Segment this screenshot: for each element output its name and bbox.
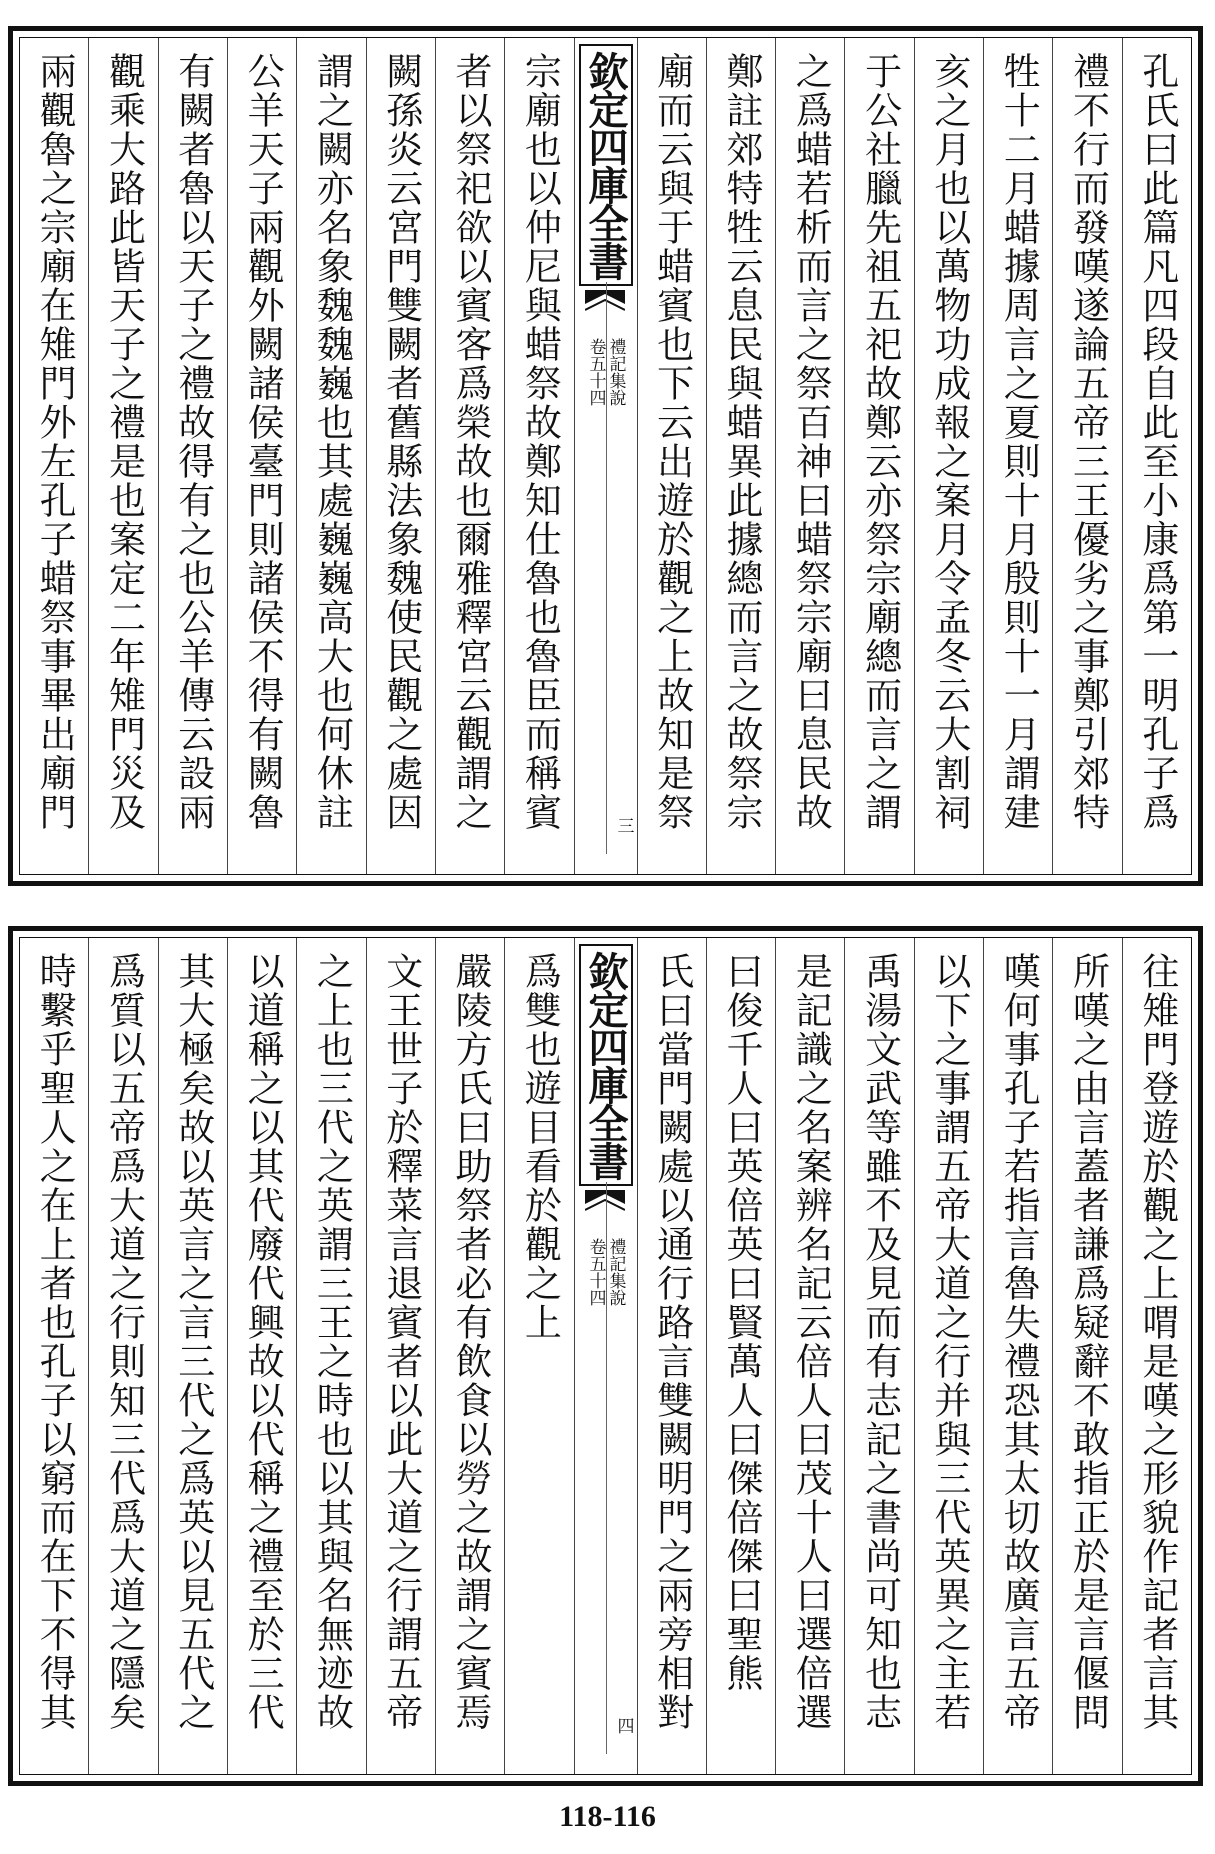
chapter-volume: 卷五十四 — [585, 1238, 606, 1306]
text-column: 文王世子於釋菜言退賓者以此大道之行謂五帝 — [366, 938, 435, 1774]
text-column: 禮不行而發嘆遂論五帝三王優劣之事鄭引郊特 — [1052, 38, 1121, 874]
text-column: 牲十二月蜡據周言之夏則十月殷則十一月謂建 — [983, 38, 1052, 874]
text-column: 兩觀魯之宗廟在雉門外左孔子蜡祭事畢出廟門 — [33, 52, 77, 832]
text-column: 亥之月也以萬物功成報之案月令孟冬云大割祠 — [914, 38, 983, 874]
text-column: 之上也三代之英謂三王之時也以其與名無迹故 — [296, 938, 365, 1774]
text-column: 于公社臘先祖五祀故鄭云亦祭宗廟總而言之謂 — [844, 38, 913, 874]
text-column: 廟而云與于蜡賓也下云出遊於觀之上故知是祭 — [637, 38, 706, 874]
text-column: 孔氏曰此篇凡四段自此至小康爲第一明孔子爲 — [1122, 38, 1191, 874]
bottom-page-panel — [8, 926, 1203, 1786]
text-column: 觀乘大路此皆天子之禮是也案定二年雉門災及 — [88, 38, 157, 874]
chapter-label — [575, 338, 637, 478]
top-page-columns — [20, 38, 1191, 874]
folio-number: 四 — [613, 1717, 634, 1734]
bottom-page-inner-border — [19, 937, 1192, 1775]
book-title: 欽定四庫全書 — [579, 944, 633, 1186]
center-fold-column — [574, 938, 637, 1774]
text-column: 嚴陵方氏曰助祭者必有飲食以勞之故謂之賓焉 — [435, 938, 504, 1774]
center-fold-column — [574, 38, 637, 874]
folio-number: 三 — [613, 817, 634, 834]
text-column: 闕孫炎云宮門雙闕者舊縣法象魏使民觀之處因 — [366, 38, 435, 874]
text-column: 有闕者魯以天子之禮故得有之也公羊傳云設兩 — [158, 38, 227, 874]
text-column: 公羊天子兩觀外闕諸侯臺門則諸侯不得有闕魯 — [227, 38, 296, 874]
chapter-work: 禮記集說 — [605, 338, 626, 406]
text-column: 其大極矣故以英言之言三代之爲英以見五代之 — [158, 938, 227, 1774]
fishtail-mark-icon — [585, 290, 625, 330]
text-column: 者以祭祀欲以賓客爲榮故也爾雅釋宮云觀謂之 — [435, 38, 504, 874]
text-column: 謂之闕亦名象魏魏巍也其處巍巍高大也何休註 — [296, 38, 365, 874]
page-number: 118-116 — [559, 1800, 656, 1833]
text-column: 禹湯文武等雖不及見而有志記之書尚可知也志 — [844, 938, 913, 1774]
text-column: 曰俊千人曰英倍英曰賢萬人曰傑倍傑曰聖熊 — [706, 938, 775, 1774]
top-page-inner-border — [19, 37, 1192, 875]
bottom-page-columns — [20, 938, 1191, 1774]
chapter-label — [575, 1238, 637, 1378]
text-column: 所嘆之由言蓋者謙爲疑辭不敢指正於是言偃問 — [1052, 938, 1121, 1774]
text-column: 以下之事謂五帝大道之行并與三代英異之主若 — [914, 938, 983, 1774]
text-column: 爲質以五帝爲大道之行則知三代爲大道之隱矣 — [88, 938, 157, 1774]
fishtail-mark-icon — [585, 1190, 625, 1230]
text-column: 時繫乎聖人之在上者也孔子以窮而在下不得其 — [33, 952, 77, 1732]
chapter-work: 禮記集說 — [605, 1238, 626, 1306]
chapter-volume: 卷五十四 — [585, 338, 606, 406]
text-column: 爲雙也遊目看於觀之上 — [504, 938, 573, 1774]
text-column: 宗廟也以仲尼與蜡祭故鄭知仕魯也魯臣而稱賓 — [504, 38, 573, 874]
text-column: 鄭註郊特牲云息民與蜡異此據總而言之故祭宗 — [706, 38, 775, 874]
book-title: 欽定四庫全書 — [579, 44, 633, 286]
text-column: 嘆何事孔子若指言魯失禮恐其太切故廣言五帝 — [983, 938, 1052, 1774]
top-page-panel — [8, 26, 1203, 886]
text-column: 之爲蜡若析而言之祭百神曰蜡祭宗廟曰息民故 — [775, 38, 844, 874]
text-column: 是記識之名案辨名記云倍人曰茂十人曰選倍選 — [775, 938, 844, 1774]
text-column: 氏曰當門闕處以通行路言雙闕明門之兩旁相對 — [637, 938, 706, 1774]
text-column: 以道稱之以其代廢代興故以代稱之禮至於三代 — [227, 938, 296, 1774]
text-column: 往雉門登遊於觀之上喟是嘆之形貌作記者言其 — [1122, 938, 1191, 1774]
